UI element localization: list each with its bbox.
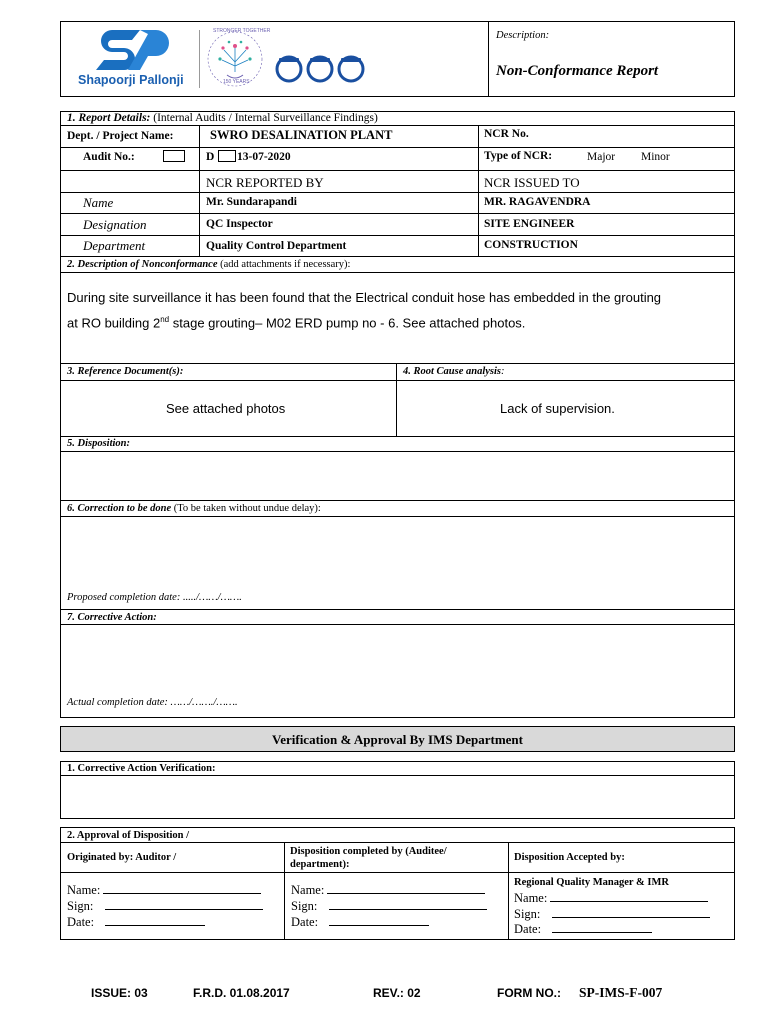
anniversary-emblem — [204, 28, 271, 90]
anniversary-years: 150 YEARS — [223, 79, 250, 85]
column-line — [478, 125, 479, 256]
reported-name-value[interactable]: Mr. Sundarapandi — [206, 196, 297, 208]
auditee-sign-blank[interactable] — [329, 909, 487, 910]
disposition-completed-header: Disposition completed by (Auditee/ department): — [290, 846, 447, 870]
acceptor-name-row[interactable]: Name: — [514, 892, 708, 905]
acceptor-sign-row[interactable]: Sign: — [514, 908, 710, 921]
issued-name-value[interactable]: MR. RAGAVENDRA — [484, 196, 591, 208]
certification-seals — [274, 54, 366, 84]
company-logo — [76, 26, 196, 90]
section4-heading: 4. Root Cause analysis: — [403, 366, 505, 377]
row-line — [60, 272, 735, 273]
column-line — [508, 842, 509, 940]
disposition-accepted-header: Disposition Accepted by: — [514, 852, 625, 863]
reported-designation-value[interactable]: QC Inspector — [206, 218, 273, 230]
auditee-name-blank[interactable] — [327, 893, 485, 894]
regional-quality-manager-label: Regional Quality Manager & IMR — [514, 877, 669, 888]
originator-date-blank[interactable] — [105, 925, 205, 926]
ncr-no-label: NCR No. — [484, 128, 529, 140]
approval-heading: 2. Approval of Disposition / — [67, 830, 190, 841]
row-line — [60, 380, 735, 381]
corrective-action-field[interactable] — [61, 625, 734, 691]
description-label: Description: — [496, 30, 550, 41]
issued-designation-value[interactable]: SITE ENGINEER — [484, 218, 575, 230]
section1-heading: 1. Report Details: (Internal Audits / Internal Surveillance Findings) — [67, 112, 378, 124]
row-line — [60, 842, 735, 843]
acceptor-name-blank[interactable] — [550, 901, 708, 902]
acceptor-date-row[interactable]: Date: — [514, 923, 652, 936]
company-name: Shapoorji Pallonji — [78, 73, 184, 87]
date-label: D — [206, 151, 215, 163]
verification-field[interactable] — [61, 776, 734, 818]
designation-row-label: Designation — [83, 217, 147, 232]
actual-completion-date[interactable]: Actual completion date: ……/……./……. — [67, 697, 238, 708]
section6-heading: 6. Correction to be done (To be taken without undue delay): — [67, 503, 321, 514]
root-cause-value[interactable]: Lack of supervision. — [500, 401, 615, 416]
nonconformance-description-line1[interactable]: During site surveillance it has been found that the Electrical conduit hose has embedded in the grouting — [67, 290, 662, 305]
logo-separator — [199, 30, 200, 88]
audit-no-label: Audit No.: — [83, 151, 135, 163]
section3-heading: 3. Reference Document(s): — [67, 366, 184, 377]
originator-name-blank[interactable] — [103, 893, 261, 894]
project-name-label: Dept. / Project Name: — [67, 130, 174, 142]
date-field-box[interactable] — [218, 150, 236, 162]
ncr-type-label: Type of NCR: — [484, 150, 553, 162]
reported-department-value[interactable]: Quality Control Department — [206, 240, 347, 252]
row-line — [60, 170, 735, 171]
name-row-label: Name — [83, 195, 114, 210]
disposition-field[interactable] — [61, 452, 734, 499]
originator-sign-blank[interactable] — [105, 909, 263, 910]
auditee-date-blank[interactable] — [329, 925, 429, 926]
date-value[interactable]: 13-07-2020 — [237, 151, 291, 163]
row-line — [60, 363, 735, 364]
column-line — [284, 842, 285, 940]
report-title: Non-Conformance Report — [496, 63, 659, 79]
row-line — [60, 256, 735, 257]
footer-issue: ISSUE: 03 — [91, 986, 148, 1000]
row-line — [60, 609, 735, 610]
acceptor-sign-blank[interactable] — [552, 917, 710, 918]
reported-by-header: NCR REPORTED BY — [206, 175, 324, 190]
department-row-label: Department — [83, 238, 146, 253]
auditee-date-row[interactable]: Date: — [291, 916, 429, 929]
ncr-type-major[interactable]: Major — [587, 151, 616, 163]
section7-heading: 7. Corrective Action: — [67, 612, 157, 623]
nonconformance-description-line2[interactable]: at RO building 2nd stage grouting– M02 ERD pump no - 6. See attached photos. — [67, 315, 526, 331]
issued-department-value[interactable]: CONSTRUCTION — [484, 239, 578, 251]
row-line — [60, 872, 735, 873]
footer-form-label: FORM NO.: — [497, 986, 561, 1000]
column-line — [396, 363, 397, 436]
reference-document-value[interactable]: See attached photos — [166, 401, 286, 416]
anniversary-ring-text: STRONGER TOGETHER — [213, 28, 271, 34]
proposed-completion-date[interactable]: Proposed completion date: ...../……/……. — [67, 592, 242, 603]
row-line — [60, 147, 735, 148]
verification-banner-title: Verification & Approval By IMS Department — [272, 732, 523, 747]
originator-sign-row[interactable]: Sign: — [67, 900, 263, 913]
row-line — [60, 436, 735, 437]
row-line — [60, 125, 735, 126]
audit-no-field[interactable] — [163, 150, 185, 162]
originator-date-row[interactable]: Date: — [67, 916, 205, 929]
correction-field[interactable] — [61, 517, 734, 587]
acceptor-date-blank[interactable] — [552, 932, 652, 933]
originator-name-row[interactable]: Name: — [67, 884, 261, 897]
row-line — [60, 235, 735, 236]
originated-by-header: Originated by: Auditor / — [67, 852, 177, 863]
footer-form-number: SP-IMS-F-007 — [579, 985, 663, 1000]
header-divider — [488, 21, 489, 97]
row-line — [60, 500, 735, 501]
footer-rev: REV.: 02 — [373, 986, 421, 1000]
auditee-sign-row[interactable]: Sign: — [291, 900, 487, 913]
section2-heading: 2. Description of Nonconformance (add attachments if necessary): — [67, 259, 351, 270]
section5-heading: 5. Disposition: — [67, 438, 131, 449]
row-line — [60, 213, 735, 214]
issued-to-header: NCR ISSUED TO — [484, 175, 580, 190]
certification-seal-icon — [274, 54, 366, 84]
project-name-value[interactable]: SWRO DESALINATION PLANT — [210, 128, 393, 142]
auditee-name-row[interactable]: Name: — [291, 884, 485, 897]
verification-heading: 1. Corrective Action Verification: — [67, 763, 216, 774]
column-line — [199, 125, 200, 256]
ncr-type-minor[interactable]: Minor — [641, 151, 670, 163]
row-line — [60, 192, 735, 193]
footer-frd: F.R.D. 01.08.2017 — [193, 986, 290, 1000]
